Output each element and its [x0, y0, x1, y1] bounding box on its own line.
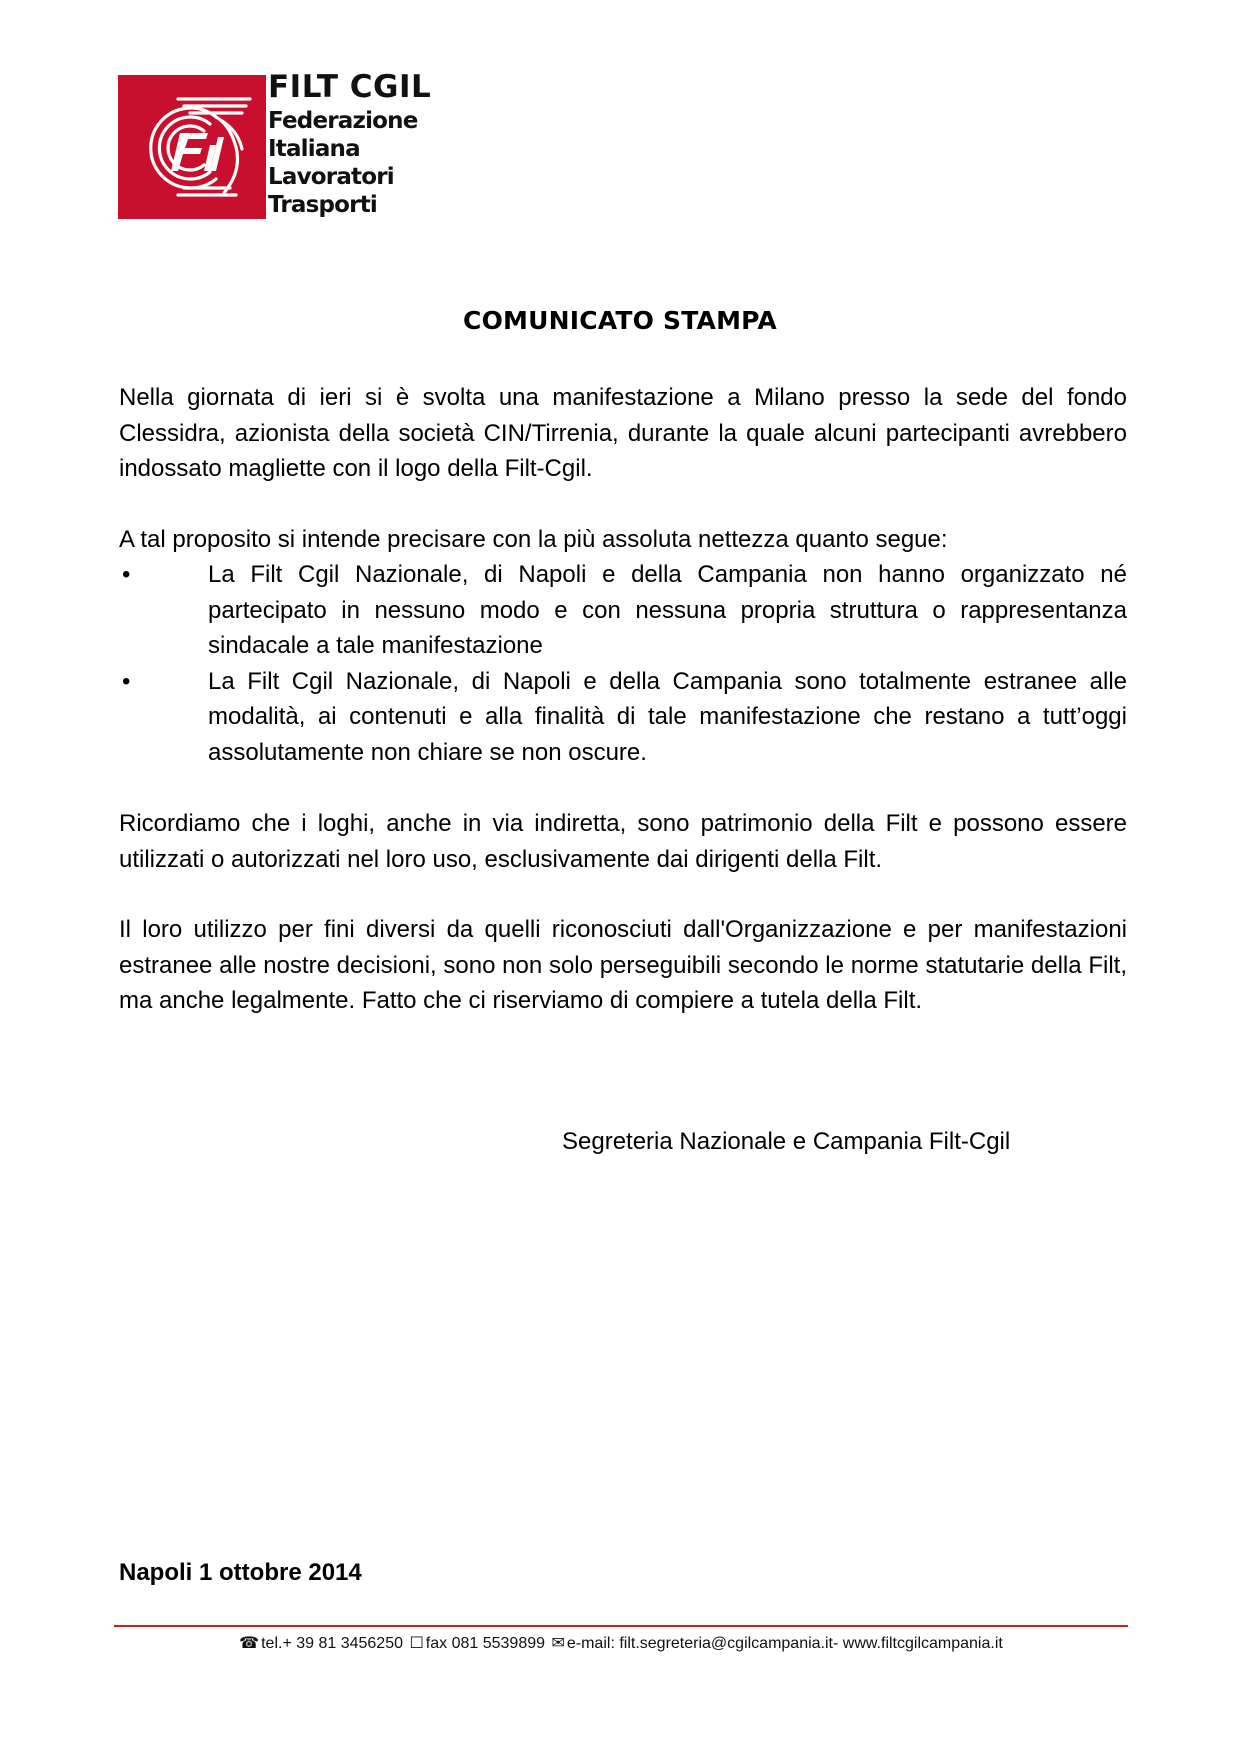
paragraph-4: Il loro utilizzo per fini diversi da quelli riconosciuti dall'Organizzazione e per manifestazioni estranee alle nostre decisioni, sono non solo perseguibili secondo le norme statutarie della Filt, ma anche legalmente. Fatto che ci riserviamo di compiere a tutela della Filt. — [119, 916, 1127, 1014]
list-item-text: La Filt Cgil Nazionale, di Napoli e della Campania sono totalmente estranee alle modalità, ai contenuti e alla finalità di tale manifestazione che restano a tutt’oggi assolutamente non chiare se non oscure. — [208, 667, 1127, 766]
organization-name — [268, 69, 432, 219]
bullet-icon: • — [122, 561, 131, 588]
org-line-3: Lavoratori — [268, 164, 394, 190]
phone-icon: ☎ — [239, 1633, 260, 1652]
footer-phone: tel.+ 39 81 3456250 — [261, 1635, 403, 1652]
signature: Segreteria Nazionale e Campania Filt-Cgil — [562, 1128, 1011, 1155]
document-date: Napoli 1 ottobre 2014 — [119, 1559, 362, 1586]
list-item-text: La Filt Cgil Nazionale, di Napoli e della Campania non hanno organizzato né partecipato in nessuno modo e con nessuna propria struttura o rappresentanza sindacale a tale manifestazione — [208, 561, 1127, 659]
org-acronym: FILT CGIL — [268, 69, 432, 105]
footer-contacts — [0, 1633, 1240, 1653]
list-item — [119, 557, 1127, 664]
paragraph-2: A tal proposito si intende precisare con la più assoluta nettezza quanto segue: — [119, 525, 948, 553]
document-body — [119, 380, 1127, 1054]
footer-divider — [114, 1625, 1128, 1627]
org-line-1: Federazione — [268, 108, 418, 134]
org-line-4: Trasporti — [268, 192, 378, 218]
page-title: COMUNICATO STAMPA — [463, 306, 777, 335]
paragraph-1: Nella giornata di ieri si è svolta una manifestazione a Milano presso la sede del fondo Clessidra, azionista della società CIN/Tirrenia, durante la quale alcuni partecipanti avrebbero indossato magliette con il logo della Filt-Cgil. — [119, 384, 1127, 482]
envelope-icon: ✉ — [551, 1633, 565, 1652]
org-line-2: Italiana — [268, 136, 360, 162]
bullet-icon: • — [122, 667, 131, 695]
footer-email: e-mail: filt.segreteria@cgilcampania.it- www.filtcgilcampania.it — [566, 1635, 1003, 1652]
filt-cgil-logo-icon — [118, 75, 266, 219]
fax-icon: ☐ — [409, 1633, 424, 1652]
list-item — [119, 664, 1127, 771]
footer-fax: fax 081 5539899 — [425, 1635, 546, 1652]
paragraph-3: Ricordiamo che i loghi, anche in via indiretta, sono patrimonio della Filt e possono essere utilizzati o autorizzati nel loro uso, esclusivamente dai dirigenti della Filt. — [119, 810, 1127, 873]
bullet-list — [119, 557, 1127, 770]
